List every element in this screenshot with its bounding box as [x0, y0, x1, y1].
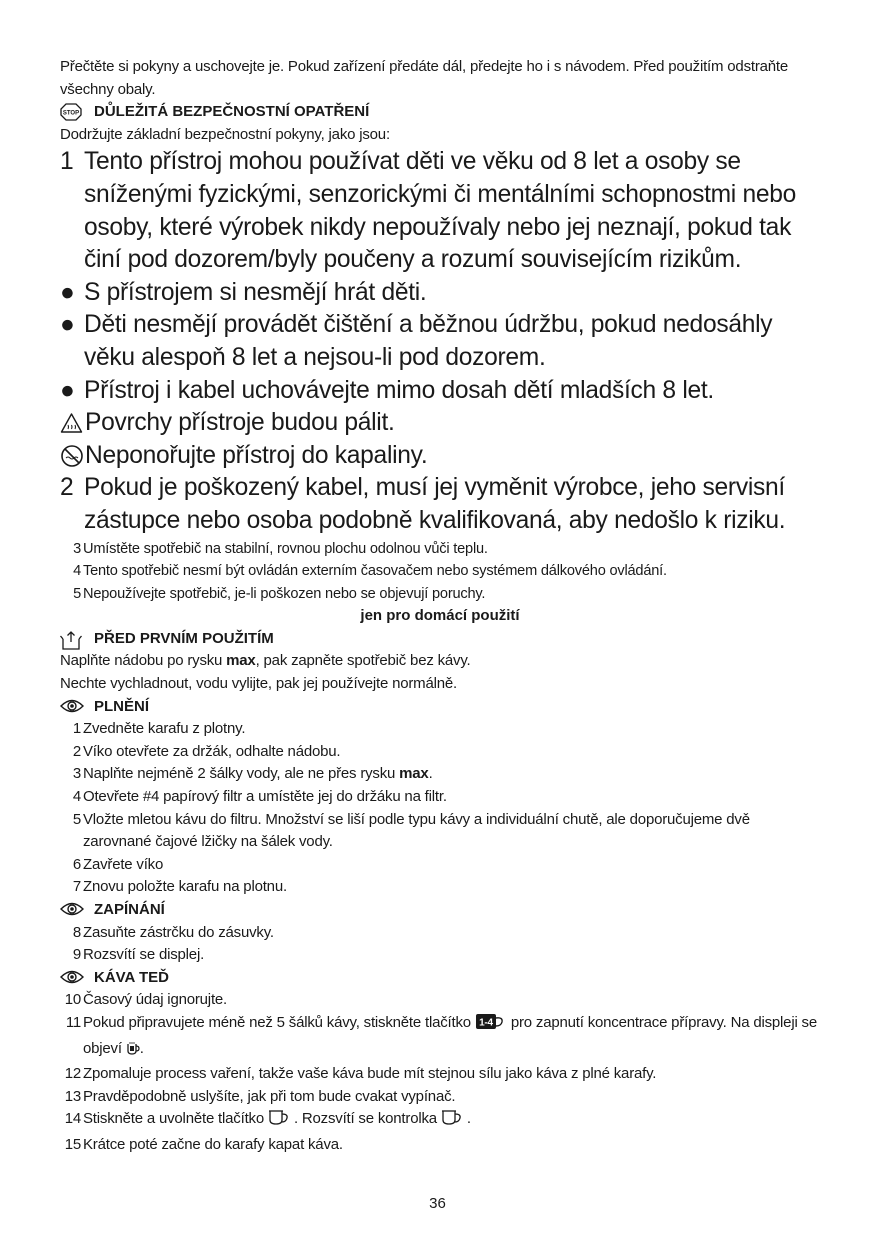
item-text: Zasuňte zástrčku do zásuvky.	[83, 923, 274, 941]
item-text	[82, 763, 820, 786]
warning-text: Povrchy přístroje budou pálit.	[85, 409, 395, 437]
manual-page	[60, 56, 820, 1157]
item-number: 15	[64, 1135, 81, 1153]
item-number: 14	[64, 1110, 81, 1128]
bullet-text: S přístrojem si nesmějí hrát děti.	[84, 278, 427, 306]
item-text: Tento spotřebič nesmí být ovládán externím časovačem nebo systémem dálkového ovládání.	[83, 563, 667, 580]
bullet-text: Přístroj i kabel uchovávejte mimo dosah dětí mladších 8 let.	[84, 376, 714, 404]
bullet-text: Děti nesmějí provádět čištění a běžnou údržbu, pokud nedosáhly věku alespoň 8 let a nejsou-li pod dozorem.	[84, 311, 773, 371]
item-number: 13	[64, 1087, 81, 1105]
list-item	[60, 741, 820, 764]
hot-surface-warning	[60, 407, 820, 440]
list-item	[60, 786, 820, 809]
safety-item-2	[60, 472, 820, 537]
item-number: 11	[65, 1013, 81, 1031]
list-item	[60, 1108, 820, 1134]
eye-icon	[60, 698, 82, 716]
warning-text: Neponořujte přístroj do kapaliny.	[85, 441, 428, 469]
list-item	[60, 560, 820, 583]
text: , pak zapněte spotřebič bez kávy.	[255, 652, 471, 670]
item-text: Časový údaj ignorujte.	[83, 991, 228, 1009]
item-text: Umístěte spotřebič na stabilní, rovnou plochu odolnou vůči teplu.	[83, 540, 488, 557]
item-text: Otevřete #4 papírový filtr a umístěte jej do držáku na filtr.	[83, 788, 447, 806]
strength-display-icon	[126, 1041, 140, 1064]
filling-heading: PLNĚNÍ	[94, 697, 150, 715]
list-item	[60, 1086, 820, 1109]
unbox-icon	[60, 630, 82, 648]
first-use-line-1	[60, 650, 820, 673]
item-text	[82, 1012, 820, 1063]
item-number: 1	[60, 148, 74, 176]
list-item	[60, 1012, 820, 1063]
item-text: Pokud je poškozený kabel, musí jej vyměnit výrobce, jeho servisní zástupce nebo osoba podobně kvalifikovaná, aby nedošlo k riziku.	[84, 474, 786, 534]
page-number: 36	[429, 1195, 446, 1212]
power-heading: ZAPÍNÁNÍ	[94, 901, 165, 918]
brew-button-icon	[268, 1109, 294, 1134]
item-text: Tento přístroj mohou používat děti ve věku od 8 let a osoby se sníženými fyzickými, senzorickými či mentálními schopnostmi nebo osoby, které výrobek nikdy nepoužívaly nebo jej neznají, pokud tak činí pod dozorem/byly poučeny a rozumí souvisejícím rizikům.	[84, 148, 797, 274]
strength-button-icon	[475, 1013, 507, 1038]
power-heading-row	[60, 899, 820, 922]
item-number: 6	[72, 855, 81, 873]
item-number: 3	[72, 765, 81, 783]
no-immerse-warning	[60, 440, 820, 473]
item-number: 4	[72, 788, 81, 806]
bullet-icon: ●	[60, 376, 75, 404]
max-mark: max	[399, 765, 429, 783]
item-text: Zvedněte karafu z plotny.	[83, 720, 246, 738]
coffee-now-heading: KÁVA TEĎ	[94, 968, 169, 986]
household-only: jen pro domácí použití	[360, 607, 520, 625]
list-item	[60, 538, 820, 561]
list-item	[60, 989, 820, 1012]
strength-button-label: 1-4	[478, 1017, 493, 1029]
safety-lead: Dodržujte základní bezpečnostní pokyny, jako jsou:	[60, 125, 390, 143]
first-use-heading: PŘED PRVNÍM POUŽITÍM	[94, 629, 274, 647]
bullet-icon: ●	[60, 278, 75, 306]
text: .	[428, 765, 433, 783]
item-text	[82, 1108, 820, 1134]
list-item	[60, 718, 820, 741]
list-item	[60, 1134, 820, 1157]
item-text: Zavřete víko	[83, 855, 164, 873]
list-item	[60, 944, 820, 967]
bullet-item	[60, 309, 820, 374]
safety-item-1	[60, 146, 820, 276]
list-item	[60, 809, 820, 854]
item-number: 7	[72, 878, 81, 896]
bullet-item	[60, 375, 820, 408]
list-item	[60, 1063, 820, 1086]
item-text: Pravděpodobně uslyšíte, jak při tom bude cvakat vypínač.	[83, 1087, 456, 1105]
item-number: 8	[72, 923, 81, 941]
stop-icon-text: STOP	[62, 111, 80, 118]
item-number: 12	[64, 1065, 81, 1083]
list-item	[60, 876, 820, 899]
stop-icon	[60, 103, 82, 121]
text: Pokud připravujete méně než 5 šálků kávy, stiskněte tlačítko	[83, 1013, 471, 1031]
text: . Rozsvítí se kontrolka	[293, 1110, 437, 1128]
text: .	[466, 1110, 471, 1128]
eye-icon	[60, 901, 82, 919]
list-item	[60, 763, 820, 786]
bullet-icon: ●	[60, 311, 75, 339]
filling-heading-row	[60, 696, 820, 719]
brew-indicator-icon	[441, 1109, 467, 1134]
text: Naplňte nádobu po rysku	[60, 652, 227, 670]
list-item	[60, 854, 820, 877]
first-use-line-2: Nechte vychladnout, vodu vylijte, pak jej používejte normálně.	[60, 675, 457, 693]
item-text: Zpomaluje process vaření, takže vaše káva bude mít stejnou sílu jako káva z plné karafy.	[83, 1065, 657, 1083]
list-item	[60, 922, 820, 945]
list-item	[60, 583, 820, 606]
safety-heading: DŮLEŽITÁ BEZPEČNOSTNÍ OPATŘENÍ	[94, 103, 370, 121]
text: Naplňte nejméně 2 šálky vody, ale ne přes rysku	[83, 765, 400, 783]
text: pro zapnutí koncentrace přípravy. Na displeji se objeví	[83, 1013, 817, 1057]
item-number: 2	[60, 474, 74, 502]
item-number: 10	[64, 991, 81, 1009]
item-number: 1	[72, 720, 81, 738]
bullet-item	[60, 277, 820, 310]
eye-icon	[60, 969, 82, 987]
item-text: Rozsvítí se displej.	[83, 946, 205, 964]
text: Stiskněte a uvolněte tlačítko	[83, 1110, 264, 1128]
item-number: 3	[73, 540, 81, 557]
coffee-now-heading-row	[60, 967, 820, 990]
intro-text: Přečtěte si pokyny a uschovejte je. Pokud zařízení předáte dál, předejte ho i s návodem. Před použitím odstraňte všechny obaly.	[60, 58, 789, 98]
text: .	[139, 1039, 144, 1057]
max-mark: max	[226, 652, 256, 670]
item-text: Vložte mletou kávu do filtru. Množství se liší podle typu kávy a individuální chutě, ale doporučujeme dvě zarovnané čajové lžičky na šálek vody.	[83, 810, 750, 851]
item-text: Nepoužívejte spotřebič, je-li poškozen nebo se objevují poruchy.	[83, 585, 486, 602]
item-number: 4	[73, 563, 81, 580]
item-text: Znovu položte karafu na plotnu.	[83, 878, 287, 896]
hot-surface-icon	[60, 407, 85, 440]
item-text: Víko otevřete za držák, odhalte nádobu.	[83, 742, 341, 760]
item-number: 2	[72, 742, 81, 760]
item-text: Krátce poté začne do karafy kapat káva.	[83, 1135, 343, 1153]
safety-heading-row	[60, 101, 820, 124]
no-immerse-icon	[60, 440, 85, 473]
item-number: 5	[72, 810, 81, 828]
first-use-heading-row	[60, 628, 820, 651]
item-number: 5	[73, 585, 81, 602]
item-number: 9	[72, 946, 81, 964]
